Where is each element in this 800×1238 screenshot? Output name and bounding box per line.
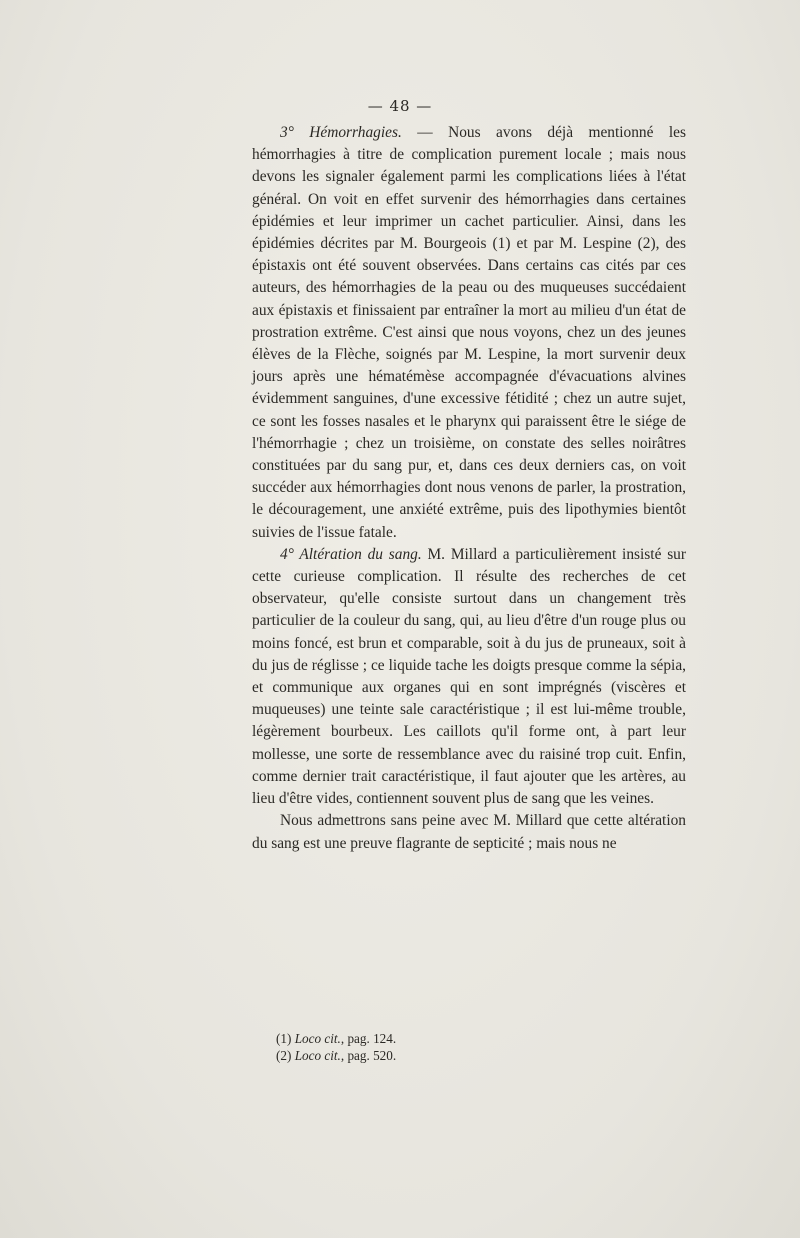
paragraph-body: Nous admettrons sans peine avec M. Millard que cette altération du sang est une preuve flagrante de septicité ; mais nous ne [252, 812, 686, 852]
body-text [252, 122, 686, 855]
paragraph-heading: 4° Altération du sang. [280, 545, 422, 563]
footnote-2 [276, 1047, 656, 1064]
footnotes [276, 1030, 656, 1064]
footnote-ref: Loco cit. [294, 1048, 341, 1063]
paragraph-hemorrhagies [252, 122, 686, 544]
footnote-mark: (2) [276, 1048, 292, 1063]
paragraph-body: M. Millard a particulièrement insisté sur cette curieuse complication. Il résulte des recherches de cet observateur, qu'elle consiste surtout dans un changement très particulier de la couleur du sang, qui, au lieu d'être d'un rouge plus ou moins foncé, est brun et comparable, soit à du jus de pruneaux, soit à du jus de réglisse ; ce liquide tache les doigts presque comme la sépia, et communique aux organes qui en sont imprégnés (viscères et muqueuses) une teinte sale caractéristique ; il est lui-même trouble, légèrement bourbeux. Les caillots qu'il forme ont, à part leur mollesse, une sorte de ressemblance avec du raisiné trop cuit. Enfin, comme dernier trait caractéristique, il faut ajouter que les artères, au lieu d'être vides, contiennent souvent plus de sang que les veines. [252, 545, 687, 808]
footnote-page: , pag. 124. [340, 1031, 397, 1046]
footnote-ref: Loco cit. [294, 1031, 341, 1046]
paragraph-alteration-sang [252, 544, 686, 810]
footnote-mark: (1) [276, 1031, 292, 1046]
paragraph-body: — Nous avons déjà mentionné les hémorrhagies à titre de complication purement locale ; mais nous devons les signaler également parmi les complications liées à l'état général. On voit en effet survenir des hémorrhagies dans certaines épidémies et leur imprimer un cachet particulier. Ainsi, dans les épidémies décrites par M. Bourgeois (1) et par M. Lespine (2), des épistaxis ont été souvent observées. Dans certains cas cités par ces auteurs, des hémorrhagies de la peau ou des muqueuses succédaient aux épistaxis et finissaient par entraîner la mort au milieu d'un état de prostration extrême. C'est ainsi que nous voyons, chez un des jeunes élèves de la Flèche, soignés par M. Lespine, la mort survenir deux jours après une hématémèse accompagnée d'évacuations alvines évidemment sanguines, d'une excessive fétidité ; chez un autre sujet, ce sont les fosses nasales et le pharynx qui paraissent être le siége de l'hémorrhagie ; chez un troisième, on constate des selles noirâtres constituées par du sang pur, et, dans ces deux derniers cas, on voit succéder aux hémorrhagies dont nous venons de parler, la prostration, le découragement, une anxiété extrême, puis des lipothymies bientôt suivies de l'issue fatale. [252, 124, 687, 541]
page-number: — 48 — [367, 97, 433, 115]
footnote-page: , pag. 520. [340, 1048, 397, 1063]
paragraph-conclusion [252, 810, 686, 854]
footnote-1 [276, 1030, 656, 1047]
paragraph-heading: 3° Hémorrhagies. [280, 124, 402, 141]
